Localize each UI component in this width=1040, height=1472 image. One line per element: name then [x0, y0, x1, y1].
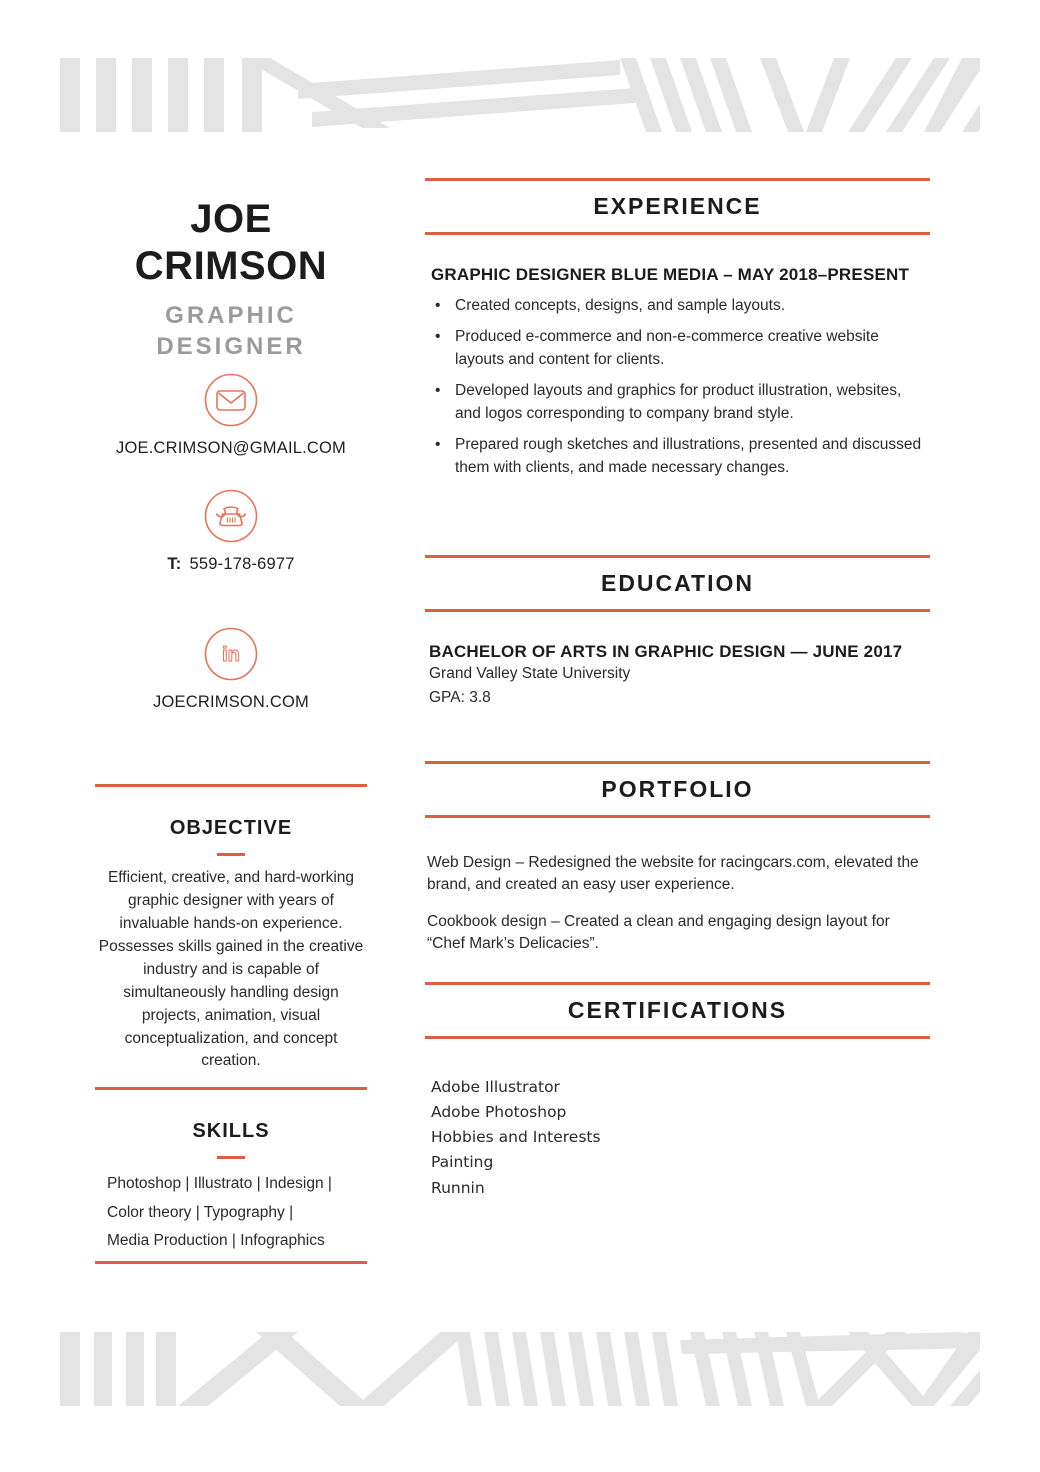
portfolio-heading: PORTFOLIO	[601, 775, 754, 802]
section-divider	[425, 815, 930, 818]
education-section	[425, 555, 930, 709]
email-icon	[203, 372, 259, 428]
main-content	[425, 178, 930, 1201]
gpa: GPA: 3.8	[429, 688, 491, 706]
bullet-item: • Created concepts, designs, and sample layouts.	[433, 295, 930, 317]
linkedin-icon	[203, 626, 259, 682]
first-name: JOE	[190, 197, 272, 241]
certifications-heading: CERTIFICATIONS	[567, 996, 788, 1023]
portfolio-section	[425, 761, 930, 956]
phone-label: T:	[167, 554, 182, 573]
certification-item: Painting	[431, 1153, 494, 1172]
skills-list	[95, 1170, 367, 1255]
bottom-decoration	[60, 1332, 980, 1406]
experience-section	[425, 178, 930, 479]
school-name: Grand Valley State University	[429, 665, 631, 683]
certifications-section	[425, 982, 930, 1201]
section-divider	[95, 1261, 367, 1264]
website: JOECRIMSON.COM	[153, 692, 309, 711]
section-divider	[425, 178, 930, 181]
education-heading: EDUCATION	[600, 570, 754, 597]
phone-icon	[203, 488, 259, 544]
section-divider	[425, 609, 930, 612]
portfolio-item: Cookbook design – Created a clean and engaging design layout for “Chef Mark’s Delicacies”.	[427, 912, 890, 953]
certifications-list	[431, 1075, 930, 1201]
email-address: JOE.CRIMSON@GMAIL.COM	[116, 438, 346, 457]
heading-accent-dash	[217, 1156, 245, 1159]
portfolio-item: Web Design – Redesigned the website for racingcars.com, elevated the brand, and created an easy user experience.	[427, 853, 919, 894]
section-divider	[425, 555, 930, 558]
sidebar	[95, 196, 367, 1264]
top-decoration	[60, 58, 980, 132]
experience-heading: EXPERIENCE	[593, 193, 762, 219]
skill-line: Photoshop | Illustrato | Indesign |	[107, 1175, 332, 1193]
last-name: CRIMSON	[134, 243, 328, 288]
section-divider	[425, 982, 930, 985]
degree-title: BACHELOR OF ARTS IN GRAPHIC DESIGN — JUNE 2017	[429, 642, 903, 662]
education-entry	[429, 642, 930, 709]
job-title: GRAPHIC DESIGNER BLUE MEDIA – MAY 2018–PRESENT	[431, 265, 910, 284]
phone-number: T: 559-178-6977	[167, 554, 295, 573]
bullet-item: • Produced e-commerce and non-e-commerce creative website layouts and content for clients.	[433, 326, 930, 371]
person-name	[95, 196, 367, 290]
portfolio-items	[427, 852, 930, 956]
section-divider	[425, 761, 930, 764]
certifications-header	[425, 982, 930, 1039]
experience-bullets	[425, 295, 930, 479]
skill-line: Media Production | Infographics	[107, 1231, 325, 1249]
bullet-item: • Developed layouts and graphics for product illustration, websites, and logos corresponding to company brand style.	[433, 380, 930, 425]
portfolio-header	[425, 761, 930, 818]
person-job-title: GRAPHIC DESIGNER	[156, 301, 306, 360]
section-divider	[425, 1036, 930, 1039]
education-header	[425, 555, 930, 612]
certification-item: Hobbies and Interests	[431, 1128, 601, 1147]
skill-line: Color theory | Typography |	[107, 1203, 294, 1221]
objective-text: Efficient, creative, and hard-working graphic designer with years of invaluable hands-on experience. Possesses skills gained in the creative industry and is capable of simultaneously handling design projects, animation, visual conceptualization, and concept creation.	[98, 868, 364, 1070]
bullet-item: • Prepared rough sketches and illustrations, presented and discussed them with clients, and made necessary changes.	[433, 434, 930, 479]
certification-item: Runnin	[431, 1178, 485, 1197]
section-divider	[95, 1087, 367, 1090]
objective-heading: OBJECTIVE	[169, 816, 293, 839]
heading-accent-dash	[217, 853, 245, 856]
section-divider	[95, 784, 367, 787]
skills-heading: SKILLS	[192, 1120, 270, 1143]
section-divider	[425, 232, 930, 235]
svg-text:in: in	[222, 643, 240, 666]
experience-header	[425, 178, 930, 235]
certification-item: Adobe Photoshop	[431, 1102, 567, 1121]
certification-item: Adobe Illustrator	[431, 1077, 560, 1096]
